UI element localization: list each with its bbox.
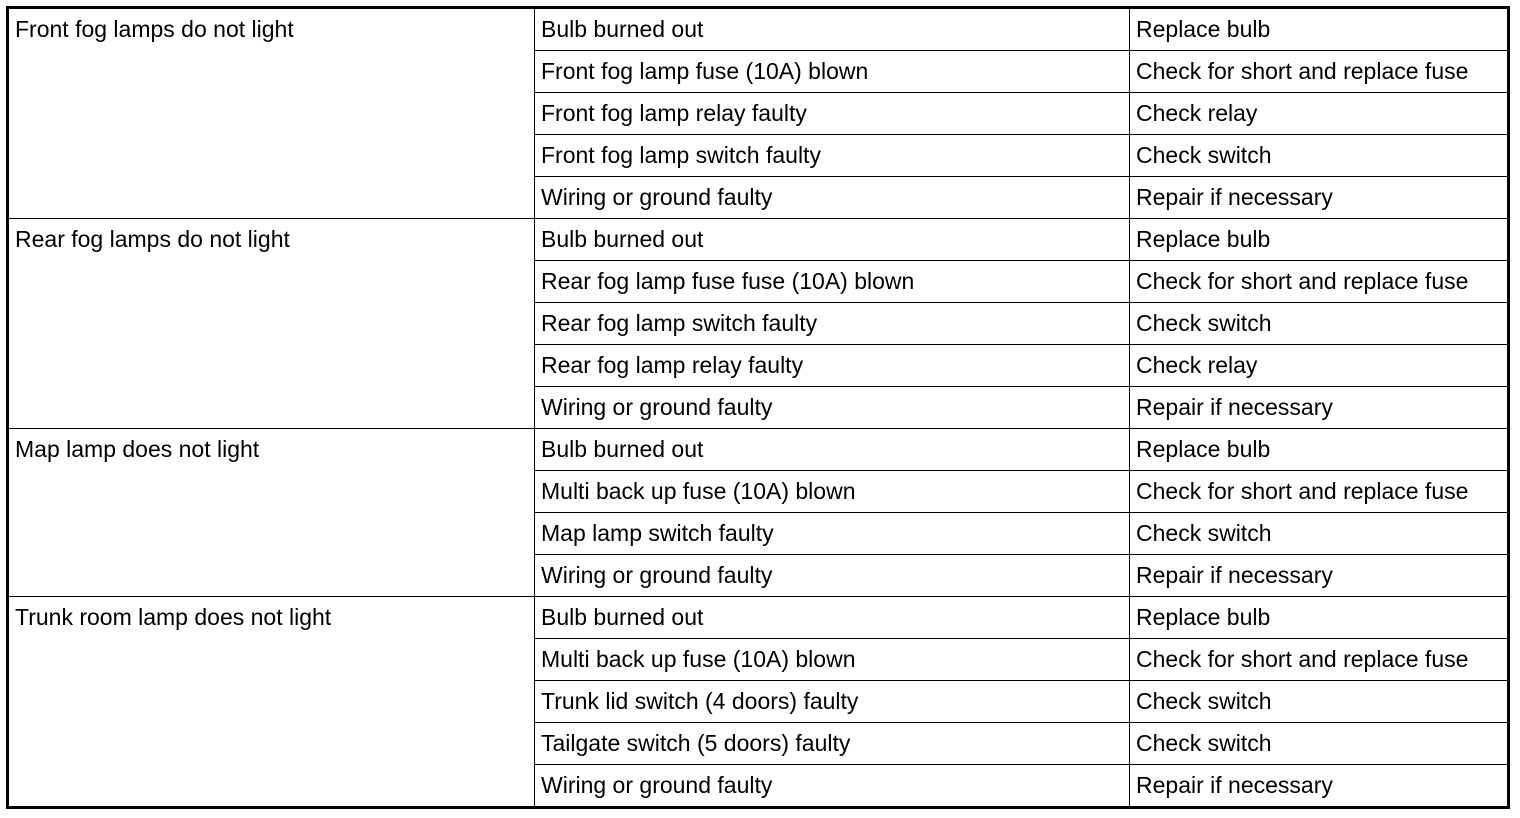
remedy-cell: Check relay <box>1130 93 1509 135</box>
table-row <box>8 429 1509 471</box>
cause-cell: Bulb burned out <box>535 8 1130 51</box>
cause-cell: Wiring or ground faulty <box>535 555 1130 597</box>
remedy-cell: Repair if necessary <box>1130 555 1509 597</box>
remedy-cell: Check for short and replace fuse <box>1130 51 1509 93</box>
remedy-cell: Check switch <box>1130 135 1509 177</box>
symptom-cell: Trunk room lamp does not light <box>8 597 535 808</box>
cause-cell: Rear fog lamp relay faulty <box>535 345 1130 387</box>
cause-cell: Map lamp switch faulty <box>535 513 1130 555</box>
cause-cell: Multi back up fuse (10A) blown <box>535 471 1130 513</box>
remedy-cell: Check switch <box>1130 513 1509 555</box>
remedy-cell: Replace bulb <box>1130 8 1509 51</box>
remedy-cell: Check switch <box>1130 303 1509 345</box>
troubleshooting-table <box>6 6 1510 809</box>
remedy-cell: Check switch <box>1130 681 1509 723</box>
table-row <box>8 219 1509 261</box>
cause-cell: Rear fog lamp switch faulty <box>535 303 1130 345</box>
remedy-cell: Repair if necessary <box>1130 765 1509 808</box>
cause-cell: Rear fog lamp fuse fuse (10A) blown <box>535 261 1130 303</box>
remedy-cell: Replace bulb <box>1130 219 1509 261</box>
remedy-cell: Check for short and replace fuse <box>1130 471 1509 513</box>
cause-cell: Front fog lamp fuse (10A) blown <box>535 51 1130 93</box>
remedy-cell: Check for short and replace fuse <box>1130 261 1509 303</box>
remedy-cell: Check relay <box>1130 345 1509 387</box>
cause-cell: Tailgate switch (5 doors) faulty <box>535 723 1130 765</box>
cause-cell: Front fog lamp switch faulty <box>535 135 1130 177</box>
remedy-cell: Check switch <box>1130 723 1509 765</box>
cause-cell: Front fog lamp relay faulty <box>535 93 1130 135</box>
table-row <box>8 597 1509 639</box>
cause-cell: Bulb burned out <box>535 597 1130 639</box>
table-row <box>8 8 1509 51</box>
symptom-cell: Rear fog lamps do not light <box>8 219 535 429</box>
cause-cell: Wiring or ground faulty <box>535 387 1130 429</box>
symptom-cell: Front fog lamps do not light <box>8 8 535 219</box>
cause-cell: Bulb burned out <box>535 219 1130 261</box>
symptom-cell: Map lamp does not light <box>8 429 535 597</box>
remedy-cell: Check for short and replace fuse <box>1130 639 1509 681</box>
cause-cell: Wiring or ground faulty <box>535 177 1130 219</box>
remedy-cell: Replace bulb <box>1130 597 1509 639</box>
cause-cell: Bulb burned out <box>535 429 1130 471</box>
cause-cell: Wiring or ground faulty <box>535 765 1130 808</box>
remedy-cell: Repair if necessary <box>1130 177 1509 219</box>
remedy-cell: Replace bulb <box>1130 429 1509 471</box>
remedy-cell: Repair if necessary <box>1130 387 1509 429</box>
cause-cell: Trunk lid switch (4 doors) faulty <box>535 681 1130 723</box>
cause-cell: Multi back up fuse (10A) blown <box>535 639 1130 681</box>
